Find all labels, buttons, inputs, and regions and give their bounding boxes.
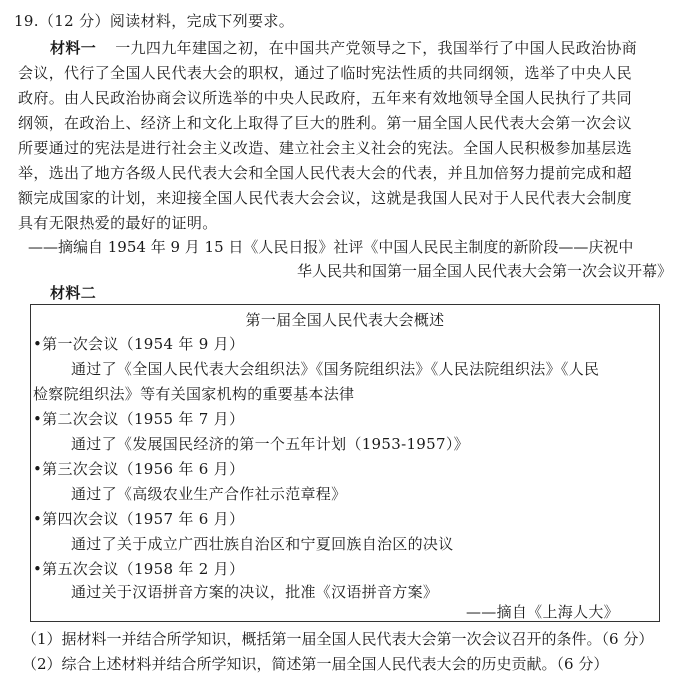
sub-question-1: （1）据材料一并结合所学知识，概括第一届全国人民代表大会第一次会议召开的条件。（6 分） — [22, 630, 654, 648]
material1-source-line-1: ——摘编自 1954 年 9 月 15 日《人民日报》社评《中国人民民主制度的新阶段——庆祝中 — [28, 238, 634, 256]
session-3-title: •第三次会议（1956 年 6 月） — [33, 460, 245, 478]
session-1-title: •第一次会议（1954 年 9 月） — [33, 335, 245, 353]
material1-line-3: 政府。由人民政治协商会议所选举的中央人民政府，五年来有效地领导全国人民执行了共同 — [18, 89, 633, 107]
material2-table-box — [30, 304, 660, 622]
material1-source-line-2: 华人民共和国第一届全国人民代表大会第一次会议开幕》 — [296, 262, 672, 280]
table-title: 第一届全国人民代表大会概述 — [245, 311, 445, 329]
material1-line-2: 会议，代行了全国人民代表大会的职权，通过了临时宪法性质的共同纲领，选举了中央人民 — [18, 64, 633, 82]
session-2-line-1: 通过了《发展国民经济的第一个五年计划（1953-1957）》 — [71, 435, 469, 453]
material2-label: 材料二 — [50, 284, 97, 302]
session-4-title: •第四次会议（1957 年 6 月） — [33, 510, 245, 528]
session-5-line-1: 通过关于汉语拼音方案的决议，批准《汉语拼音方案》 — [71, 583, 439, 601]
sub-question-2: （2）综合上述材料并结合所学知识，简述第一届全国人民代表大会的历史贡献。（6 分） — [22, 655, 609, 673]
material1-line-6: 举，选出了地方各级人民代表大会和全国人民代表大会的代表，并且加倍努力提前完成和超 — [18, 164, 633, 182]
question-header: 19.（12 分）阅读材料，完成下列要求。 — [14, 12, 295, 30]
material1-line-8: 具有无限热爱的最好的证明。 — [18, 214, 218, 232]
material1-line-1: 一九四九年建国之初，在中国共产党领导之下，我国举行了中国人民政治协商 — [115, 39, 638, 57]
session-1-line-2: 检察院组织法》等有关国家机构的重要基本法律 — [33, 385, 355, 403]
session-3-line-1: 通过了《高级农业生产合作社示范章程》 — [71, 485, 347, 503]
material2-source: ——摘自《上海人大》 — [465, 603, 619, 621]
material1-label: 材料一 — [50, 39, 97, 57]
material1-line-4: 纲领，在政治上、经济上和文化上取得了巨大的胜利。第一届全国人民代表大会第一次会议 — [18, 114, 633, 132]
material1-line-7: 额完成国家的计划，来迎接全国人民代表大会会议，这就是我国人民对于人民代表大会制度 — [18, 189, 633, 207]
session-1-line-1: 通过了《全国人民代表大会组织法》《国务院组织法》《人民法院组织法》《人民 — [71, 360, 600, 378]
session-2-title: •第二次会议（1955 年 7 月） — [33, 410, 245, 428]
material1-line-5: 所要通过的宪法是进行社会主义改造、建立社会主义社会的宪法。全国人民积极参加基层选 — [18, 139, 633, 157]
session-5-title: •第五次会议（1958 年 2 月） — [33, 560, 245, 578]
session-4-line-1: 通过了关于成立广西壮族自治区和宁夏回族自治区的决议 — [71, 535, 454, 553]
material1-first-line — [50, 37, 637, 58]
